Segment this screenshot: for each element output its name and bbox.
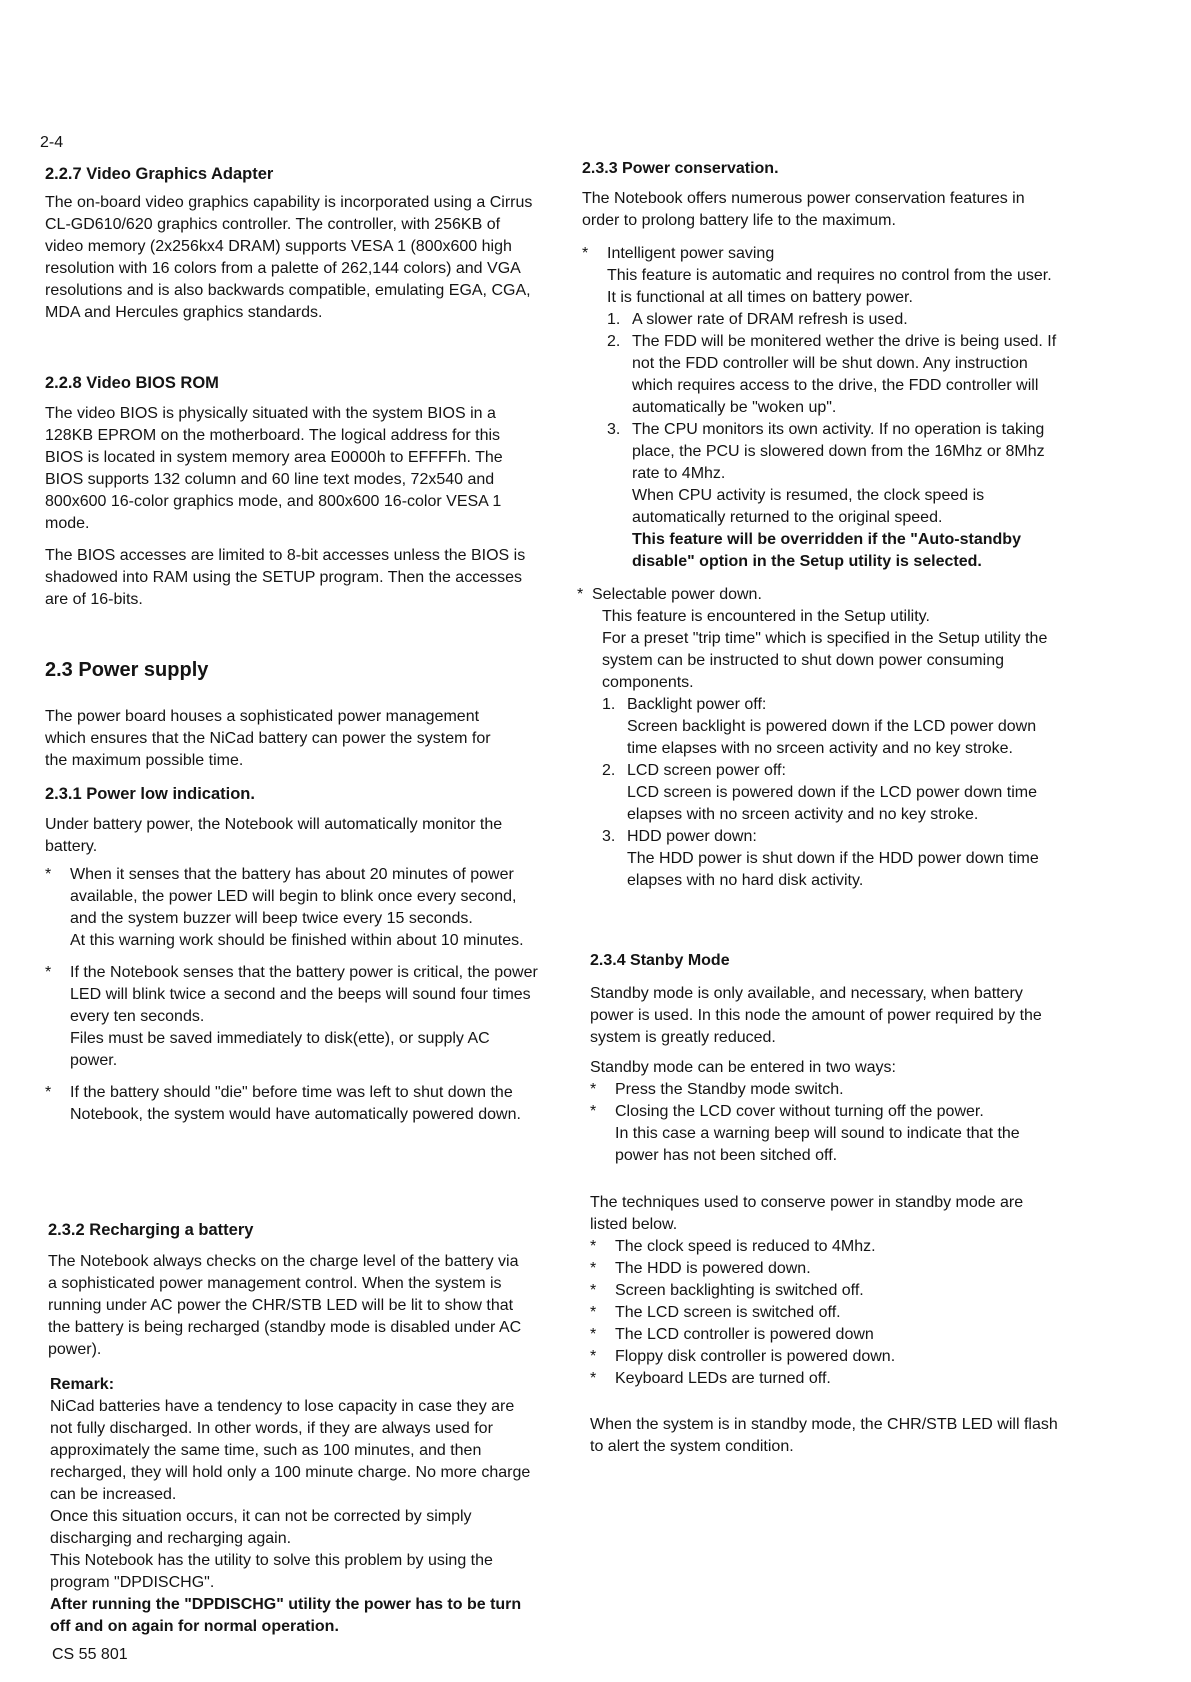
bullet-star: *: [45, 964, 52, 981]
bullet-star: *: [45, 1084, 52, 1101]
item-number: 3.: [602, 828, 616, 845]
section-2-3-1-body: Under battery power, the Notebook will automatically monitor the battery.: [45, 816, 503, 855]
bullet-text: If the Notebook senses that the battery power is critical, the power LED will blink twice a second and the beeps will sound four times every ten seconds.: [70, 964, 538, 1025]
bullet-text: Screen backlighting is switched off.: [615, 1282, 864, 1299]
list-item: [602, 694, 1060, 760]
ips-desc: This feature is automatic and requires no control from the user. It is functional at all times on battery power.: [607, 267, 1052, 306]
list-item: [582, 243, 1060, 573]
list-item: [45, 864, 540, 952]
item-number: 2.: [607, 333, 621, 350]
remark-text-2: Once this situation occurs, it can not be corrected by simply discharging and recharging again.: [50, 1508, 472, 1547]
spd-desc-1: This feature is encountered in the Setup utility.: [602, 608, 930, 625]
bullet-star: *: [590, 1238, 597, 1255]
item-number: 1.: [602, 696, 616, 713]
remark-bold-note: After running the "DPDISCHG" utility the power has to be turn off and on again for normal operation.: [50, 1596, 522, 1635]
standby-ways-list: [590, 1079, 1060, 1167]
spd-title: Selectable power down.: [592, 586, 762, 603]
bullet-text: When it senses that the battery has about 20 minutes of power available, the power LED will begin to blink once every second, and the system buzzer will beep twice every 15 seconds.: [70, 866, 517, 927]
list-item: [602, 760, 1060, 826]
list-item: [590, 1346, 1060, 1368]
bullet-text: Keyboard LEDs are turned off.: [615, 1370, 831, 1387]
bullet-extra: At this warning work should be finished within about 10 minutes.: [70, 932, 524, 949]
section-2-3-2-body: The Notebook always checks on the charge level of the battery via a sophisticated power management control. When the system is running under AC power the CHR/STB LED will be lit to show that the battery is being recharged (standby mode is disabled under AC power).: [48, 1253, 522, 1358]
bullet-text: The clock speed is reduced to 4Mhz.: [615, 1238, 876, 1255]
item-text: The HDD power is shut down if the HDD power down time elapses with no hard disk activity.: [627, 850, 1039, 889]
section-2-2-8-title: 2.2.8 Video BIOS ROM: [45, 374, 219, 392]
section-2-3-4-title: 2.3.4 Stanby Mode: [590, 952, 730, 969]
remark-label: Remark:: [50, 1376, 115, 1393]
intelligent-power-saving: [582, 243, 1060, 573]
section-2-3-4-body-1: Standby mode is only available, and necessary, when battery power is used. In this node the amount of power required by the system is greatly reduced.: [590, 985, 1042, 1046]
bullet-star: *: [590, 1260, 597, 1277]
list-item: [607, 309, 1060, 331]
list-item: [45, 1082, 540, 1126]
bullet-text: Closing the LCD cover without turning off the power.: [615, 1103, 984, 1120]
list-item: [607, 419, 1060, 573]
list-item: [590, 1258, 1060, 1280]
item-title: HDD power down:: [627, 828, 757, 845]
bullet-text: Floppy disk controller is powered down.: [615, 1348, 896, 1365]
list-item: [590, 1302, 1060, 1324]
ips-title: Intelligent power saving: [607, 245, 775, 262]
list-item: [590, 1280, 1060, 1302]
spd-desc-2: For a preset "trip time" which is specified in the Setup utility the system can be instructed to shut down power consuming components.: [602, 630, 1048, 691]
item-text: Screen backlight is powered down if the LCD power down time elapses with no srceen activity and no key stroke.: [627, 718, 1037, 757]
item-text: LCD screen is powered down if the LCD power down time elapses with no srceen activity and no key stroke.: [627, 784, 1037, 823]
list-item: [590, 1324, 1060, 1346]
bullet-text: If the battery should "die" before time was left to shut down the Notebook, the system would have automatically powered down.: [70, 1084, 521, 1123]
list-item: [577, 584, 1060, 892]
bullet-star: *: [577, 586, 584, 603]
item-number: 2.: [602, 762, 616, 779]
bullet-star: *: [590, 1370, 597, 1387]
item-text: The FDD will be monitered wether the drive is being used. If not the FDD controller will be shut down. Any instruction which requires access to the drive, the FDD controller will automatically be "woken up".: [632, 333, 1057, 416]
bullet-star: *: [590, 1081, 597, 1098]
item-bold-note: This feature will be overridden if the "Auto-standby disable" option in the Setup utility is selected.: [632, 531, 1021, 570]
list-item: [45, 962, 540, 1072]
remark-text-3: This Notebook has the utility to solve this problem by using the program "DPDISCHG".: [50, 1552, 493, 1591]
section-2-2-7-body: The on-board video graphics capability is incorporated using a Cirrus CL-GD610/620 graphics controller. The controller, with 256KB of video memory (2x256kx4 DRAM) supports VESA 1 (800x600 high resolution with 16 colors from a palette of 262,144 colors) and VGA resolutions and is also backwards compatible, emulating EGA, CGA, MDA and Hercules graphics standards.: [45, 194, 533, 321]
section-2-3-1-title: 2.3.1 Power low indication.: [45, 785, 255, 803]
section-2-3-3-title: 2.3.3 Power conservation.: [582, 160, 779, 177]
section-2-3-2-title: 2.3.2 Recharging a battery: [48, 1221, 254, 1239]
list-item: [607, 331, 1060, 419]
list-item: [590, 1368, 1060, 1390]
section-2-3-title: 2.3 Power supply: [45, 659, 209, 681]
bullet-extra: In this case a warning beep will sound to indicate that the power has not been sitched off.: [615, 1125, 1020, 1164]
item-title: LCD screen power off:: [627, 762, 786, 779]
item-extra: When CPU activity is resumed, the clock speed is automatically returned to the original speed.: [632, 487, 985, 526]
item-number: 1.: [607, 311, 621, 328]
bullet-star: *: [590, 1326, 597, 1343]
section-2-3-3-body: The Notebook offers numerous power conservation features in order to prolong battery life to the maximum.: [582, 190, 1025, 229]
item-text: A slower rate of DRAM refresh is used.: [632, 311, 908, 328]
item-text: The CPU monitors its own activity. If no operation is taking place, the PCU is slowered down from the 16Mhz or 8Mhz rate to 4Mhz.: [632, 421, 1045, 482]
section-2-3-4-body-4: When the system is in standby mode, the CHR/STB LED will flash to alert the system condition.: [590, 1416, 1058, 1455]
selectable-power-down: [577, 584, 1060, 892]
section-2-2-8-body-2: The BIOS accesses are limited to 8-bit accesses unless the BIOS is shadowed into RAM using the SETUP program. Then the accesses are of 16-bits.: [45, 547, 526, 608]
bullet-star: *: [590, 1103, 597, 1120]
bullet-star: *: [582, 245, 589, 262]
bullet-star: *: [590, 1282, 597, 1299]
bullet-extra: Files must be saved immediately to disk(ette), or supply AC power.: [70, 1030, 490, 1069]
list-item: [590, 1236, 1060, 1258]
bullet-text: The LCD controller is powered down: [615, 1326, 874, 1343]
remark-text-1: NiCad batteries have a tendency to lose capacity in case they are not fully discharged. In other words, if they are always used for approximately the same time, such as 100 minutes, and then recharged, they will hold only a 100 minute charge. No more charge can be increased.: [50, 1398, 531, 1503]
section-2-3-4-body-2: Standby mode can be entered in two ways:: [590, 1059, 896, 1076]
bullet-text: The HDD is powered down.: [615, 1260, 811, 1277]
bullet-star: *: [590, 1304, 597, 1321]
list-item: [590, 1079, 1060, 1101]
bullet-text: Press the Standby mode switch.: [615, 1081, 844, 1098]
section-2-2-7-title: 2.2.7 Video Graphics Adapter: [45, 165, 274, 183]
section-2-3-4-body-3: The techniques used to conserve power in standby mode are listed below.: [590, 1194, 1024, 1233]
footer-code: CS 55 801: [52, 1646, 128, 1663]
item-number: 3.: [607, 421, 621, 438]
section-2-3-body: The power board houses a sophisticated power management which ensures that the NiCad battery can power the system for the maximum possible time.: [45, 708, 491, 769]
power-low-bullets: [45, 864, 540, 1126]
list-item: [590, 1101, 1060, 1167]
standby-techniques-list: [590, 1236, 1060, 1390]
bullet-star: *: [45, 866, 52, 883]
remark-block: [50, 1396, 535, 1638]
section-2-2-8-body-1: The video BIOS is physically situated with the system BIOS in a 128KB EPROM on the motherboard. The logical address for this BIOS is located in system memory area E0000h to EFFFFh. The BIOS supports 132 column and 60 line text modes, 72x540 and 800x600 16-color graphics mode, and 800x600 16-color VESA 1 mode.: [45, 405, 503, 532]
page-number: 2-4: [40, 134, 64, 151]
item-title: Backlight power off:: [627, 696, 767, 713]
list-item: [602, 826, 1060, 892]
bullet-star: *: [590, 1348, 597, 1365]
bullet-text: The LCD screen is switched off.: [615, 1304, 841, 1321]
